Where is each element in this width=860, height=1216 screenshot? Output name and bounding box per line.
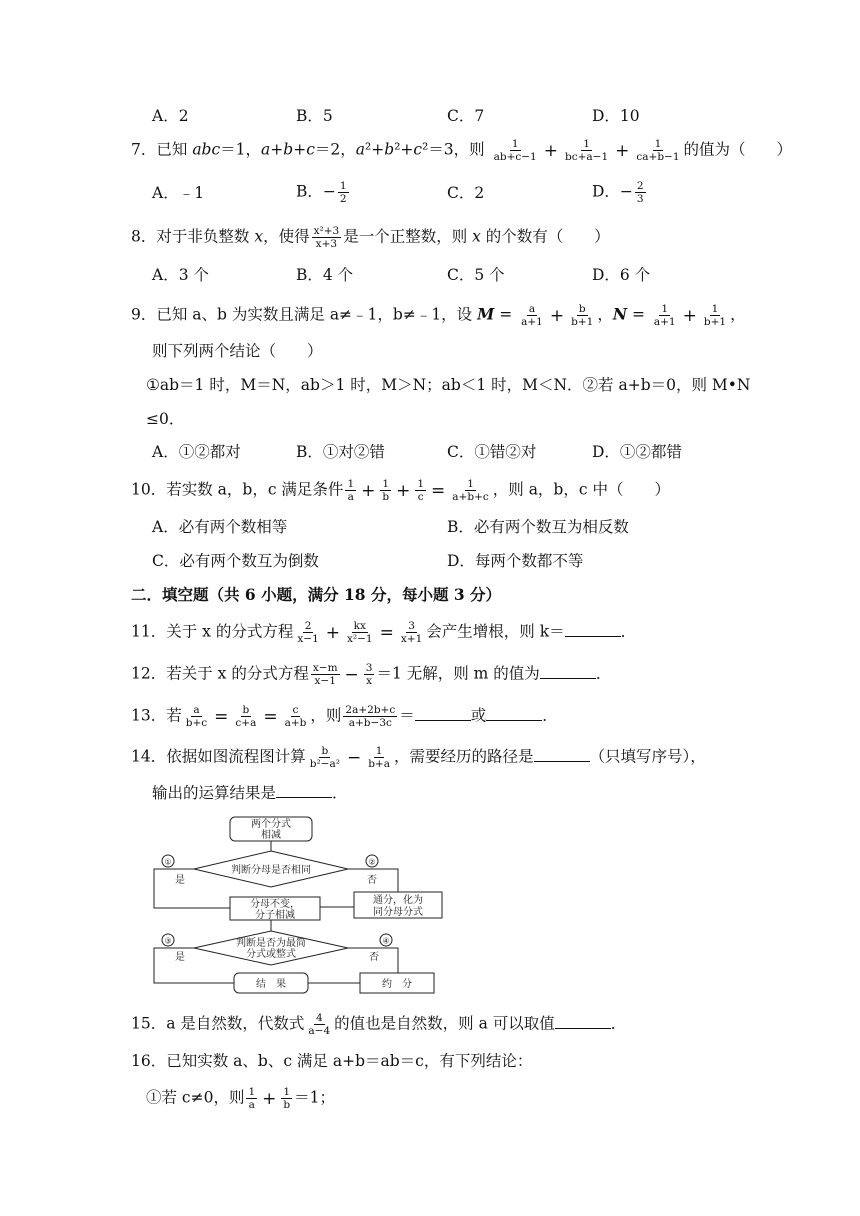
svg-text:③: ③: [164, 936, 172, 946]
section-2-heading: 二．填空题（共 6 小题，满分 18 分，每小题 3 分）: [131, 585, 502, 604]
question-7-stem: 7．已知 abc＝1，a+b+c＝2，a²+b²+c²＝3，则 $\frac{1}{ab+c-1}$ + $\frac{1}{bc+a-1}$ + $\frac{1}{ca+b-1}$ 的值为（ ）: [131, 138, 793, 163]
answer-blank[interactable]: [555, 1014, 611, 1029]
q8-option-d: D．6 个: [592, 266, 651, 284]
q14-line-2: 输出的运算结果是 ．: [152, 784, 348, 802]
svg-text:约 分: 约 分: [382, 979, 412, 990]
answer-blank[interactable]: [565, 622, 621, 637]
answer-blank[interactable]: [415, 706, 471, 721]
svg-text:④: ④: [382, 936, 390, 946]
answer-blank[interactable]: [276, 783, 332, 798]
question-13-stem: 13．若 $\frac{a}{b+c}$ = $\frac{b}{c+a}$ = $\frac{c}{a+b}$ ，则 $\frac{2a+2b+c}{a+b-3c}$ ＝ 或 ．: [131, 704, 558, 729]
q16-statement-1: ①若 c≠0，则 $\frac{1}{a}$ + $\frac{1}{b}$ ＝1；: [146, 1086, 336, 1111]
q9-option-a: A．①②都对: [152, 443, 241, 461]
q6-option-d: D．10: [592, 107, 640, 125]
svg-text:相减: 相减: [261, 830, 281, 841]
question-10-stem: 10．若实数 a，b，c 满足条件 $\frac{1}{a}$ + $\frac{1}{b}$ + $\frac{1}{c}$ = $\frac{1}{a+b+c}$ ，则 a，b，c 中（ ）: [131, 478, 670, 503]
q9-option-d: D．①②都错: [592, 443, 682, 461]
question-11-stem: 11．关于 x 的分式方程 $\frac{2}{x-1}$ + $\frac{kx}{\text{x²−1}}$ = $\frac{3}{x+1}$ 会产生增根，则 k＝ ．: [131, 620, 637, 645]
q10-option-d: D．每两个数都不等: [447, 552, 584, 570]
svg-text:是: 是: [175, 875, 185, 886]
q6-option-c: C．7: [447, 107, 485, 125]
q9-line-3: ①ab＝1 时，M＝N，ab＞1 时，M＞N；ab＜1 时，M＜N．②若 a+b＝0，则 M•N: [146, 376, 751, 394]
q9-line-4: ≤0．: [146, 410, 185, 428]
flowchart: [150, 815, 450, 997]
q7-option-c: C．2: [447, 184, 485, 202]
q9-option-b: B．①对②错: [296, 443, 385, 461]
svg-text:通分，化为: 通分，化为: [373, 895, 423, 906]
svg-text:分子相减: 分子相减: [255, 910, 295, 921]
answer-blank[interactable]: [486, 706, 542, 721]
q8-option-b: B．4 个: [296, 266, 354, 284]
svg-text:分母不变，: 分母不变，: [250, 899, 300, 910]
question-8-stem: 8．对于非负整数 x，使得 $\frac{\text{x²+3}}{x+3}$ 是一个正整数，则 x 的个数有（ ）: [131, 225, 610, 250]
q7-option-a: A．﹣1: [152, 184, 205, 202]
question-12-stem: 12．若关于 x 的分式方程 $\frac{x-m}{x-1}$ − $\frac{3}{x}$ ＝1 无解，则 m 的值为 ．: [131, 662, 612, 687]
svg-text:判断分母是否相同: 判断分母是否相同: [231, 865, 311, 876]
answer-blank[interactable]: [540, 664, 596, 679]
q9-line-2: 则下列两个结论（ ）: [152, 342, 323, 360]
svg-text:分式或整式: 分式或整式: [246, 949, 296, 960]
q7-option-b: B．− $\frac{1}{2}$: [296, 180, 347, 205]
svg-text:①: ①: [164, 857, 172, 867]
question-15-stem: 15．a 是自然数，代数式 $\frac{4}{a-4}$ 的值也是自然数，则 a 可以取值 ．: [131, 1012, 627, 1037]
q8-option-a: A．3 个: [152, 266, 209, 284]
question-14-stem: 14．依据如图流程图计算 $\frac{b}{\text{b²−a²}}$ − $\frac{1}{b+a}$ ，需要经历的路径是 （只填写序号），: [131, 745, 706, 770]
question-16-stem: 16．已知实数 a、b、c 满足 a+b＝ab＝c，有下列结论：: [131, 1052, 533, 1070]
svg-text:是: 是: [175, 952, 185, 963]
q8-option-c: C．5 个: [447, 266, 505, 284]
svg-text:两个分式: 两个分式: [251, 819, 291, 830]
q10-option-c: C．必有两个数互为倒数: [152, 552, 319, 570]
svg-text:结 果: 结 果: [256, 979, 286, 990]
question-9-stem: 9．已知 a、b 为实数且满足 a≠﹣1，b≠﹣1，设 M = $\frac{a}{a+1}$ + $\frac{b}{b+1}$ ，N = $\frac{1}{a+1}$ + $\frac{1}{b+1}$ ，: [131, 303, 746, 328]
svg-text:否: 否: [369, 952, 379, 963]
q7-option-d: D．− $\frac{2}{3}$: [592, 180, 644, 205]
svg-text:同分母分式: 同分母分式: [373, 907, 423, 918]
svg-text:判断是否为最简: 判断是否为最简: [236, 938, 306, 949]
svg-text:②: ②: [368, 857, 376, 867]
q6-option-b: B．5: [296, 107, 333, 125]
q10-option-b: B．必有两个数互为相反数: [447, 518, 629, 536]
q9-option-c: C．①错②对: [447, 443, 537, 461]
svg-text:否: 否: [367, 875, 377, 886]
q10-option-a: A．必有两个数相等: [152, 518, 288, 536]
q6-option-a: A．2: [152, 107, 189, 125]
answer-blank[interactable]: [534, 747, 590, 762]
